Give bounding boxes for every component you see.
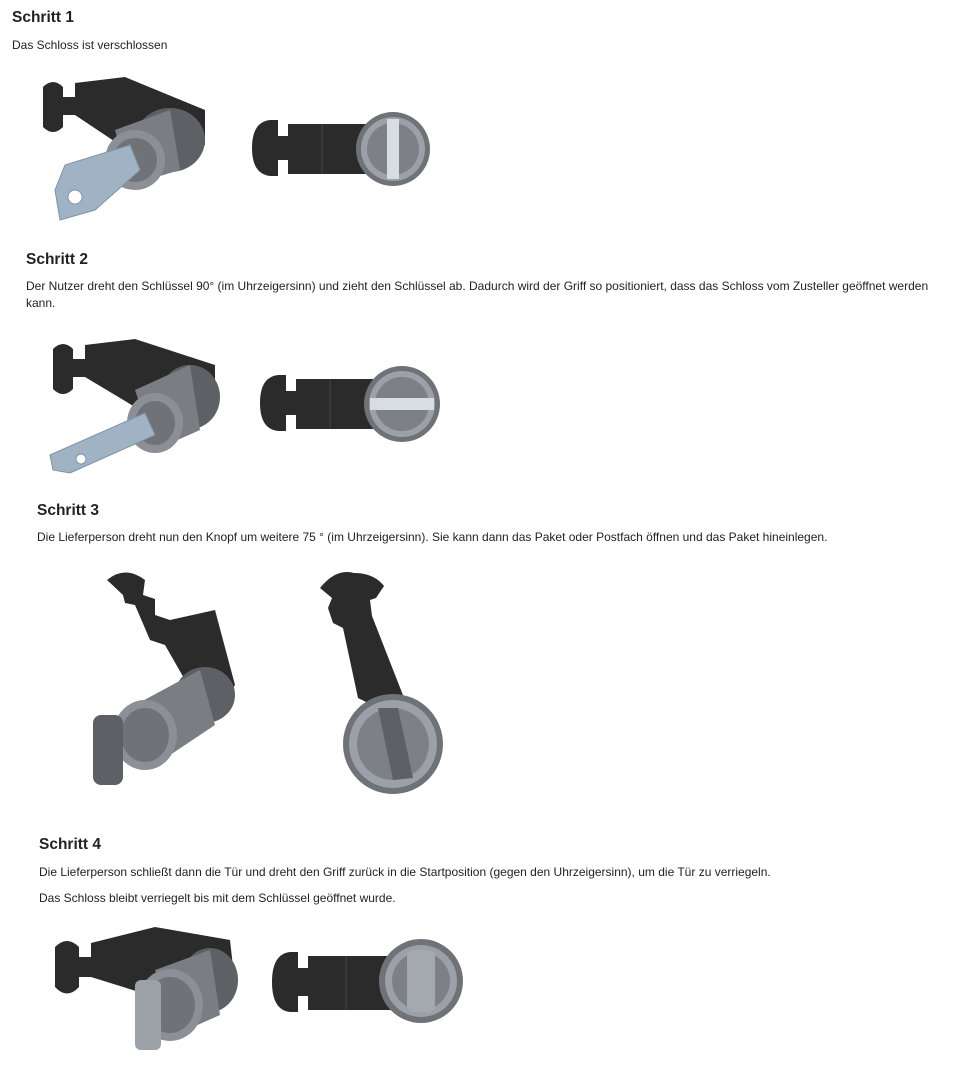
step-2-text: Der Nutzer dreht den Schlüssel 90° (im Uhrzeigersinn) und zieht den Schlüssel ab. Dadurch wird der Griff so positioniert, dass das Schloss vom Zusteller geöffnet werden kann. — [26, 279, 929, 310]
lock-relocked-front-view-image — [270, 938, 465, 1028]
lock-relocked-image — [45, 925, 245, 1055]
step-1 — [0, 8, 956, 54]
step-3-text: Die Lieferperson dreht nun den Knopf um weitere 75 ° (im Uhrzeigersinn). Sie kann dann das Paket oder Postfach öffnen und das Paket hineinlegen. — [37, 530, 828, 544]
step-2 — [0, 250, 956, 312]
step-4 — [0, 835, 956, 907]
step-1-text: Das Schloss ist verschlossen — [12, 38, 168, 52]
step-4-text: Die Lieferperson schließt dann die Tür und dreht den Griff zurück in die Startposition (gegen den Uhrzeigersinn), um die Tür zu verriegeln. — [39, 865, 771, 879]
step-3-title: Schritt 3 — [37, 502, 100, 519]
lock-front-view-locked-image — [250, 112, 435, 192]
step-4-text-2: Das Schloss bleibt verriegelt bis mit dem Schlüssel geöffnet wurde. — [39, 891, 396, 905]
step-3 — [0, 501, 956, 546]
step-1-title: Schritt 1 — [12, 9, 75, 26]
step-4-title: Schritt 4 — [39, 836, 102, 853]
step-2-title: Schritt 2 — [26, 251, 89, 268]
lock-key-rotated-image — [45, 335, 225, 475]
lock-front-view-unlocked-image — [258, 365, 443, 447]
lock-opened-image — [85, 565, 245, 790]
lock-opened-front-view-image — [318, 568, 448, 800]
lock-with-key-image — [35, 75, 215, 230]
